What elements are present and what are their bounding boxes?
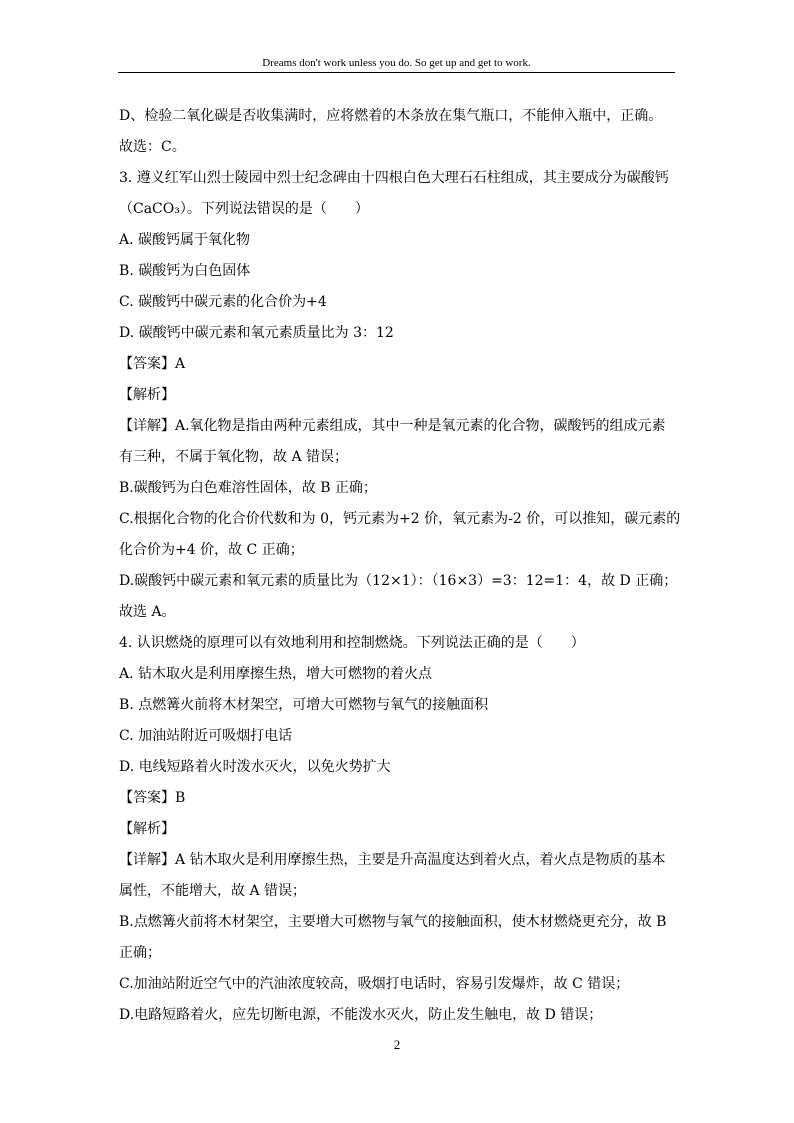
explanation-line: 正确； [119, 945, 161, 961]
option-d: D. 碳酸钙中碳元素和氧元素质量比为 3：12 [119, 325, 394, 341]
question-4-stem: 4. 认识燃烧的原理可以有效地利用和控制燃烧。下列说法正确的是（ ） [119, 635, 585, 651]
analysis-label: 【解析】 [119, 387, 175, 403]
answer-label: 【答案】A [119, 356, 186, 372]
explanation-line: C.加油站附近空气中的汽油浓度较高，吸烟打电话时，容易引发爆炸，故 C 错误； [119, 976, 630, 992]
explanation-line: C.根据化合物的化合价代数和为 0，钙元素为+2 价，氧元素为-2 价，可以推知，碳元素的 [119, 511, 681, 527]
option-d: D. 电线短路着火时泼水灭火，以免火势扩大 [119, 759, 391, 775]
analysis-label: 【解析】 [119, 821, 175, 837]
explanation-line: 有三种，不属于氧化物，故 A 错误； [119, 449, 349, 465]
header-divider [118, 72, 675, 73]
explanation-line: B.点燃篝火前将木材架空，主要增大可燃物与氧气的接触面积，使木材燃烧更充分，故 B [119, 914, 667, 930]
question-3-stem: 3. 遵义红军山烈士陵园中烈士纪念碑由十四根白色大理石石柱组成，其主要成分为碳酸钙 [119, 170, 669, 186]
question-3-stem-cont: （CaCO₃）。下列说法错误的是（ ） [119, 201, 369, 217]
option-b: B. 碳酸钙为白色固体 [119, 263, 251, 279]
explanation-line: 故选 A。 [119, 604, 176, 620]
option-b: B. 点燃篝火前将木材架空，可增大可燃物与氧气的接触面积 [119, 697, 489, 713]
document-body [119, 101, 679, 1031]
explanation-line: 【详解】A.氧化物是指由两种元素组成，其中一种是氧元素的化合物，碳酸钙的组成元素 [119, 418, 666, 434]
text-line: D、检验二氧化碳是否收集满时，应将燃着的木条放在集气瓶口，不能伸入瓶中，正确。 [119, 108, 663, 124]
page-header-motto: Dreams don't work unless you do. So get up and get to work. [262, 57, 531, 69]
option-c: C. 碳酸钙中碳元素的化合价为+4 [119, 294, 327, 310]
explanation-line: 化合价为+4 价，故 C 正确； [119, 542, 304, 558]
answer-label: 【答案】B [119, 790, 186, 806]
option-a: A. 钻木取火是利用摩擦生热，增大可燃物的着火点 [119, 666, 433, 682]
explanation-line: 属性，不能增大，故 A 错误； [119, 883, 307, 899]
explanation-line: 【详解】A 钻木取火是利用摩擦生热，主要是升高温度达到着火点，着火点是物质的基本 [119, 852, 666, 868]
explanation-line: B.碳酸钙为白色难溶性固体，故 B 正确； [119, 480, 377, 496]
option-c: C. 加油站附近可吸烟打电话 [119, 728, 293, 744]
text-line: 故选：C。 [119, 139, 186, 155]
explanation-line: D.电路短路着火，应先切断电源，不能泼水灭火，防止发生触电，故 D 错误； [119, 1007, 603, 1023]
option-a: A. 碳酸钙属于氧化物 [119, 232, 251, 248]
page-number: 2 [393, 1037, 401, 1052]
explanation-line: D.碳酸钙中碳元素和氧元素的质量比为（12×1）：（16×3）=3：12=1：4，故 D 正确； [119, 573, 678, 589]
